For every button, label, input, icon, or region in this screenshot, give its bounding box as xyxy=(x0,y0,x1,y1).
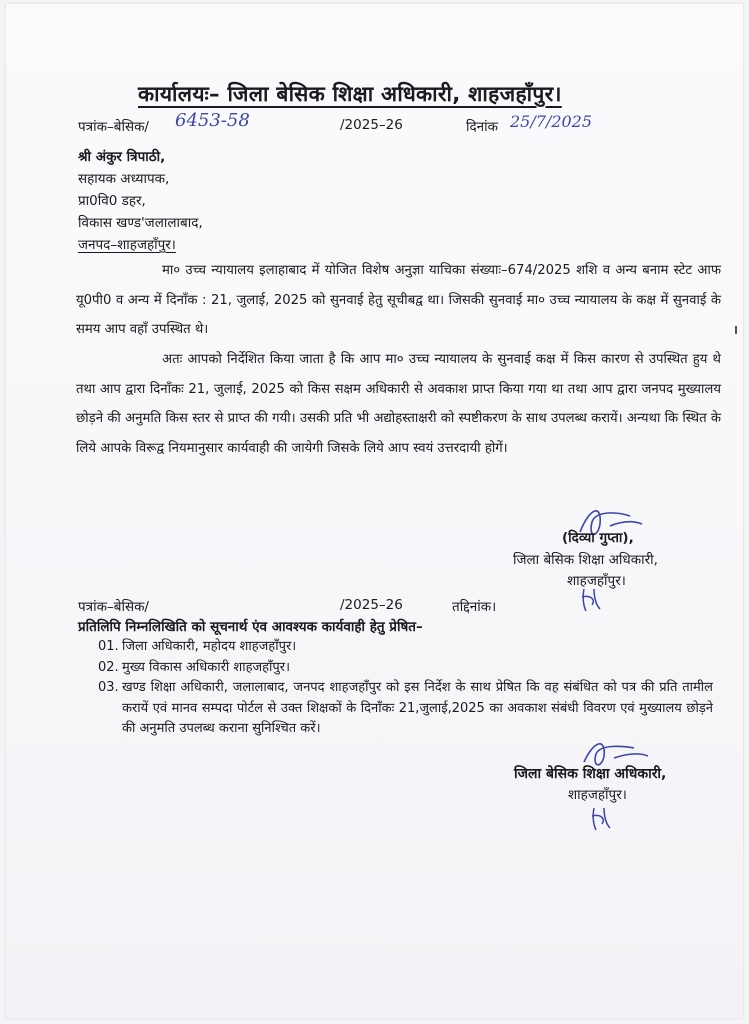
addressee-district: जनपद–शाहजहाँपुर। xyxy=(78,237,176,253)
initials-scribble-2 xyxy=(588,804,618,834)
list-item-text: खण्ड शिक्षा अधिकारी, जलालाबाद, जनपद शाहजहाँपुर को इस निर्देश के साथ प्रेषित कि वह संबंधित को पत्र की प्रति तामील करायें एवं मानव सम्पदा पोर्टल से उक्त शिक्षकों के दिनाँकः 21,जुलाई,2025 का अवकाश संबंधी विवरण एवं मुख्यालय छोड़ने की अनुमति उपलब्ध कराना सुनिश्चित करें। xyxy=(122,680,713,736)
copy-heading: प्रतिलिपि निम्नलिखिति को सूचनार्थ एंव आवश्यक कार्यवाही हेतु प्रेषित– xyxy=(78,619,423,635)
list-item-number: 03. xyxy=(98,680,119,695)
reference-number-handwritten: 6453-58 xyxy=(175,110,250,131)
paragraph-1-text: मा० उच्च न्यायालय इलाहाबाद में योजित विशेष अनुज्ञा याचिका संख्याः–674/2025 शशि व अन्य बनाम स्टेट आफ यू0पी0 व अन्य में दिनाँक : 21, जुलाई, 2025 को सुनवाई हेतु सूचीबद्व था। जिसकी सुनवाई मा० उच्च न्यायालय के कक्ष में सुनवाई के समय आप वहाँ उपस्थित थे। xyxy=(76,263,721,337)
body-paragraph-2 xyxy=(76,345,721,463)
copy-date-label: तद्दिनांक। xyxy=(452,599,497,615)
signatory-place: शाहजहाँपुर। xyxy=(567,573,626,589)
copy-reference-year: /2025–26 xyxy=(340,597,403,613)
list-item-number: 02. xyxy=(98,659,119,675)
list-item-text: मुख्य विकास अधिकारी शाहजहाँपुर। xyxy=(122,659,291,675)
signatory-designation: जिला बेसिक शिक्षा अधिकारी, xyxy=(513,552,658,568)
copy-reference-label: पत्रांक–बेसिक/ xyxy=(78,599,149,615)
margin-mark xyxy=(735,326,737,334)
signatory-name: (दिव्या गुप्ता), xyxy=(562,530,634,546)
list-item-number: 01. xyxy=(98,639,119,654)
paragraph-2-text: अतः आपको निर्देशित किया जाता है कि आप मा० उच्च न्यायालय के सुनवाई कक्ष में किस कारण से उपस्थित हुय थे तथा आप द्वारा दिनाँकः 21, जुलाई, 2025 को किस सक्षम अधिकारी से अवकाश प्राप्त किया गया था तथा आप द्वारा जनपद मुख्यालय छोड़ने की अनुमति किस स्तर से प्राप्त की गयी। उसकी प्रति भी अद्योहस्ताक्षरी को स्पष्टीकरण के साथ उपलब्ध करायें। अन्यथा कि स्थित के लिये आपके विरूद्व नियमानुसार कार्यवाही की जायेगी जिसके लिये आप स्वयं उत्तरदायी होगें। xyxy=(76,352,721,456)
copy-list xyxy=(98,637,713,740)
addressee-school: प्रा0वि0 डहर, xyxy=(78,193,146,209)
date-label: दिनांक xyxy=(466,119,499,135)
body-paragraph-1 xyxy=(76,256,721,345)
addressee-designation: सहायक अध्यापक, xyxy=(78,171,170,187)
list-item xyxy=(98,658,713,679)
initials-scribble-1 xyxy=(578,585,608,615)
addressee-block xyxy=(78,146,203,256)
copy-signatory-place: शाहजहाँपुर। xyxy=(568,787,627,803)
list-item xyxy=(98,678,713,740)
addressee-name: श्री अंकुर त्रिपाठी, xyxy=(78,149,166,165)
office-title: कार्यालयः– जिला बेसिक शिक्षा अधिकारी, शाहजहाँपुर। xyxy=(138,82,562,106)
reference-label: पत्रांक–बेसिक/ xyxy=(78,119,149,135)
copy-signatory-designation: जिला बेसिक शिक्षा अधिकारी, xyxy=(514,766,667,782)
addressee-block-name: विकास खण्ड'जलालाबाद, xyxy=(78,215,203,231)
date-handwritten: 25/7/2025 xyxy=(510,112,593,131)
reference-year: /2025–26 xyxy=(340,117,403,133)
list-item xyxy=(98,637,713,658)
list-item-text: जिला अधिकारी, महोदय शाहजहाँपुर। xyxy=(122,639,297,654)
